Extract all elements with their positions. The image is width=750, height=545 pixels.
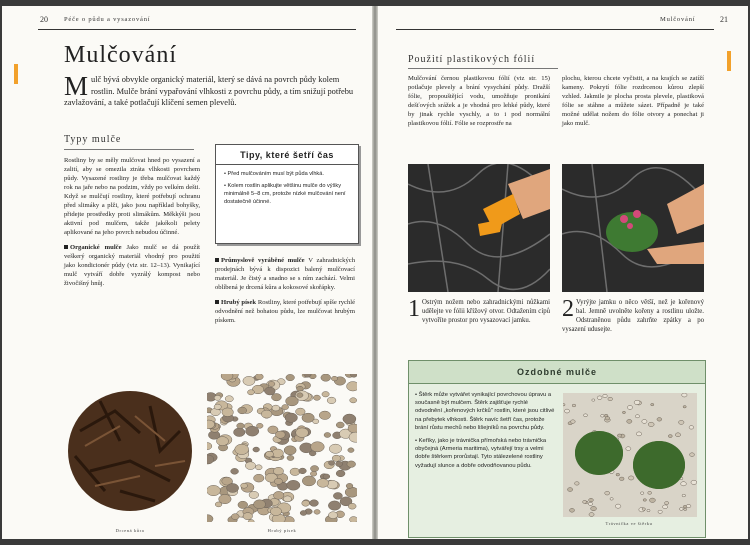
section-rule — [408, 68, 558, 69]
plastic-column-1: Mulčování černou plastikovou fólií (viz str. 15) potlačuje plevely a brání vysychání půdy. Dražší fólie, propouštějící vodu, umožňuje pronikání dešťových srážek a je vhodná pro lehké půdy, které by jinak rychle vyschly, a to i pod normální plastikovou fólií. Fólie se rozprostře na — [408, 75, 550, 127]
plastic-column-2: plochu, kterou chcete vyčistit, a na krajích se zatíží kameny. Pokrytí fólie rozdrcenou kůrou zlepší vzhled. Jakmile je plocha prosta plevele, plastiková fólie se stáhne a můžete sázet. Případně je také možné udělat nožem do fólie otvory a ponechat ji jako mulč. — [562, 75, 704, 127]
lead-text: ulč bývá obvykle organický materiál, který se dává na povrch půdy kolem rostlin. Mulče brání vypařování vlhkosti z povrchu půdy, a tím snižují potřebu zavlažování, a také potlačují klíčení semen plevelů. — [64, 75, 354, 107]
tip-item: • Před mulčováním musí být půda vlhká. — [224, 171, 324, 177]
page-number-right: 21 — [720, 15, 728, 24]
section-rule — [64, 149, 194, 150]
left-column-text — [64, 156, 200, 294]
photo-cutting-foil — [408, 164, 550, 292]
tips-title: Tipy, které šetří čas — [216, 145, 358, 165]
square-bullet-icon — [64, 245, 68, 249]
step-text: Vyrýjte jamku o něco větší, než je kořenový bal. Jemně uvolněte kořeny a rostlinu uložte. Odstraněnou půdu zahrňte zpátky a po vysazení udusejte. — [562, 299, 704, 333]
section-title-plastic: Použití plastikových fólií — [408, 54, 536, 65]
photo-coarse-grit — [207, 374, 357, 522]
caption-bark: Drcená kůra — [115, 528, 145, 533]
section-title-types: Typy mulče — [64, 134, 122, 145]
square-bullet-icon — [215, 300, 219, 304]
step-1 — [408, 298, 550, 325]
running-head-left: Péče o půdu a vysazování — [64, 16, 151, 23]
step-2 — [562, 298, 704, 334]
square-bullet-icon — [215, 258, 219, 262]
paragraph-organic — [64, 243, 200, 288]
orange-tab-marker — [727, 51, 731, 71]
bold-label: Hrubý písek — [221, 299, 257, 306]
photo-thrift-in-gravel — [563, 393, 697, 517]
photo-planting-through-foil — [562, 164, 704, 292]
decorative-mulch-box — [408, 360, 706, 538]
page-number-left: 20 — [40, 15, 48, 24]
box-title: Ozdobné mulče — [409, 361, 705, 384]
right-page — [378, 6, 748, 539]
step-number: 2 — [562, 296, 574, 322]
paragraph-text: Rostliny, které potřebují spíše rychlé odvodnění než bohatou půdu, lze mulčovat hrubým pískem. — [215, 299, 355, 324]
header-rule — [38, 29, 356, 30]
bold-label: Průmyslově vyráběné mulče — [221, 257, 305, 264]
page-title: Mulčování — [64, 42, 177, 68]
box-item: • Štěrk může vytvářet vynikající povrchovou úpravu a současně být mulčem. Štěrk zajišťuje rychlé odvodnění „kořenových krčků" rostlin, které jsou citlivé na přebytek vlhkosti. Štěrk navíc šetří čas, protože brání růstu mechů nebo lišejníků na povrchu půdy. — [415, 392, 555, 431]
step-text: Ostrým nožem nebo zahradnickými nůžkami udělejte ve fólii křížový otvor. Odtažením cípů vytvoříte prostor pro vysazovací jamku. — [422, 299, 550, 324]
bold-label: Organické mulče — [70, 244, 122, 251]
paragraph-intro: Rostliny by se měly mulčovat hned po vysazení a zalití, aby se omezila ztráta vlhkosti povrchem půdy. Vysazené rostliny je třeba mulčovat každý rok na jaře nebo na podzim, vždy po velkém dešti. Když se mulčují rostliny, které potřebují ochranu před slimáky a plži, jako jsou například bohyšky, přidejte prostředky proti slimákům. Měkkýši jsou aktivní pod mulčem, takže jakékoli pelety aplikované na jeho povrch nebudou účinné. — [64, 157, 200, 236]
caption-thrift: Trávnička ve štěrku — [605, 521, 653, 526]
box-item: • Keříky, jako je trávnička přímořská nebo trávnička obyčejná (Armeria maritima), vytvářejí trsy a velmi dobře štěrkem prorůstají. Tyto stálezelené rostliny vyžadují slunce a dobře odvodňovanou půdu. — [415, 438, 547, 469]
running-head-right: Mulčování — [660, 16, 696, 23]
caption-grit: Hrubý písek — [267, 528, 297, 533]
lead-paragraph — [64, 71, 356, 109]
paragraph-industrial — [215, 256, 355, 292]
tips-box — [215, 144, 359, 244]
paragraph-text: Jako mulč se dá použít veškerý organický materiál vhodný pro použití jako kondicionér půdy (viz str. 12–13). Vynikající mulč vytváří dobře vyzrálý kompost nebo živočišný hnůj. — [64, 244, 200, 287]
tip-item: • Kolem rostlin aplikujte většinu mulče do výšky minimálně 5–8 cm, protože nízké mulčování není dostatečně účinné. — [224, 183, 346, 205]
step-number: 1 — [408, 296, 420, 322]
tips-body — [216, 165, 358, 215]
paragraph-sand — [215, 298, 355, 325]
left-page — [2, 6, 372, 539]
right-column-text — [215, 256, 355, 331]
header-rule — [396, 29, 714, 30]
orange-tab-marker — [14, 64, 18, 84]
photo-crushed-bark — [60, 371, 200, 521]
drop-cap: M — [64, 71, 89, 101]
box-text — [415, 391, 555, 475]
paragraph-text: V zahradnických prodejnách bývá k dispozici balený mulčovací materiál. Je čistý a snadno se s ním zachází. Velmi oblíbená je drcená kůra a kokosové skořápky. — [215, 257, 355, 291]
